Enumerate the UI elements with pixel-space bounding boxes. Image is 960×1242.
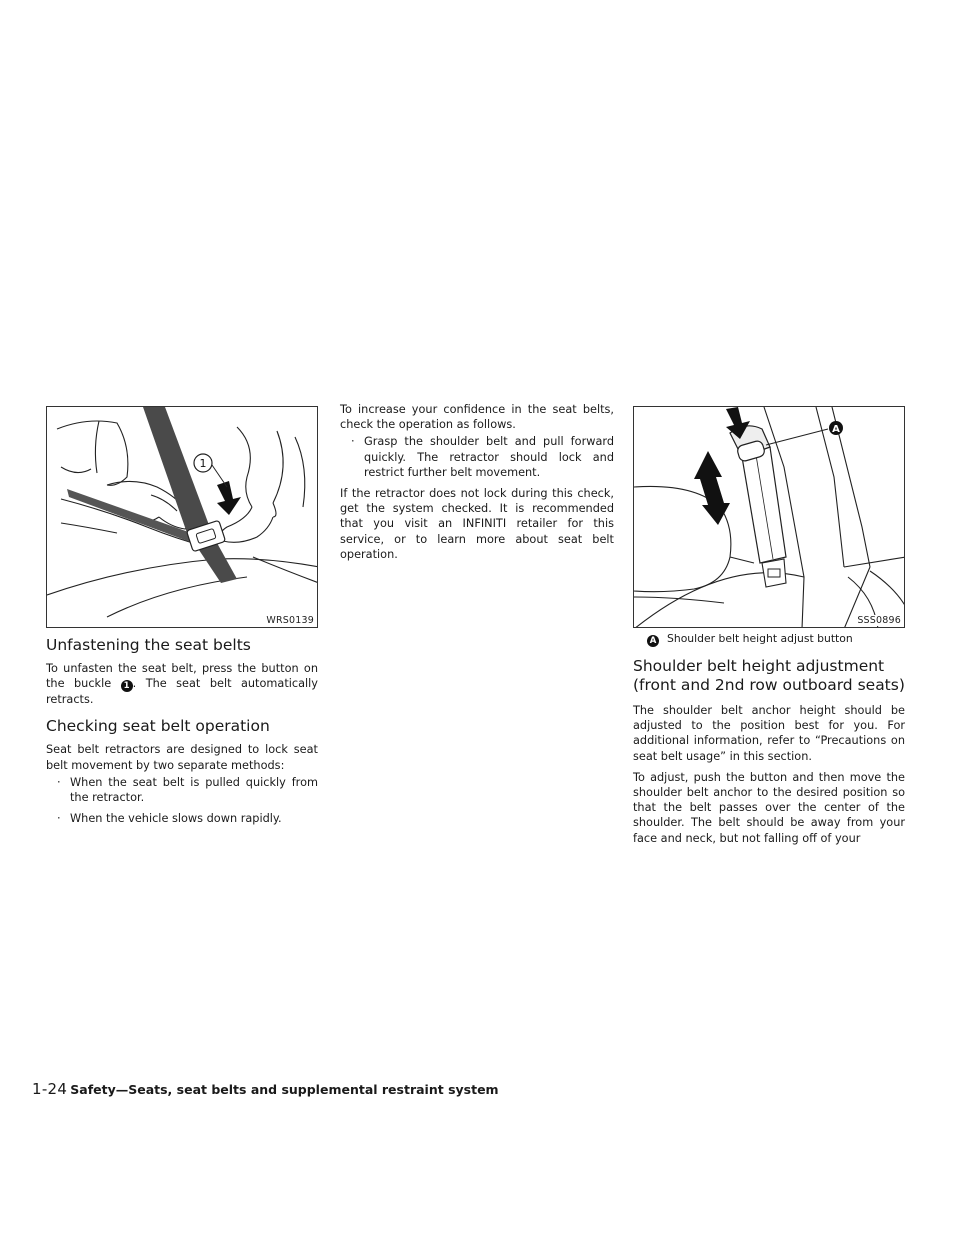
callout-a-label: A — [832, 424, 840, 435]
middle-column — [340, 403, 614, 562]
buckle-release-drawing — [47, 407, 318, 628]
figure-code: WRS0139 — [266, 615, 314, 626]
callout-1-label: 1 — [199, 457, 207, 470]
unfasten-belt-illustration — [46, 406, 318, 628]
paragraph-unfasten: To unfasten the seat belt, press the button on the buckle 1 . The seat belt automatically retracts. — [46, 662, 318, 707]
shoulder-belt-illustration — [633, 406, 905, 628]
right-column — [633, 406, 905, 846]
left-column — [46, 406, 318, 826]
page-number: 1-24 — [32, 1080, 68, 1098]
height-adjuster-drawing — [634, 407, 905, 628]
paragraph-methods: Seat belt retractors are designed to lock seat belt movement by two separate methods: — [46, 743, 318, 772]
figure-caption: A Shoulder belt height adjust button — [633, 632, 905, 647]
callout-1-badge: 1 — [121, 680, 133, 692]
list-item: · When the vehicle slows down rapidly. — [57, 812, 282, 826]
page-footer — [32, 1080, 499, 1098]
list-item: · When the seat belt is pulled quickly from the retractor. — [57, 775, 318, 805]
paragraph-anchor-height: The shoulder belt anchor height should be adjusted to the position best for you. For additional information, refer to “Precautions on seat belt usage” in this section. — [633, 704, 905, 763]
paragraph-retractor-check: If the retractor does not lock during this check, get the system checked. It is recommended that you visit an INFINITI retailer for this service, or to learn more about seat belt operation. — [340, 487, 614, 561]
heading-shoulder-adjustment: Shoulder belt height adjustment (front and 2nd row outboard seats) — [633, 657, 905, 694]
paragraph-increase-confidence: To increase your confidence in the seat belts, check the operation as follows. — [340, 403, 614, 432]
heading-unfastening: Unfastening the seat belts — [46, 636, 251, 654]
paragraph-to-adjust: To adjust, push the button and then move the shoulder belt anchor to the desired position so that the belt passes over the center of the shoulder. The belt should be away from your face and neck, but not falling off of your — [633, 770, 905, 845]
callout-a-badge: A — [647, 635, 659, 647]
heading-checking: Checking seat belt operation — [46, 717, 270, 736]
list-item: · Grasp the shoulder belt and pull forward quickly. The retractor should lock and restrict further belt movement. — [351, 435, 614, 479]
section-title: Safety—Seats, seat belts and supplemental restraint system — [70, 1082, 499, 1097]
figure-code: SSS0896 — [857, 615, 901, 626]
